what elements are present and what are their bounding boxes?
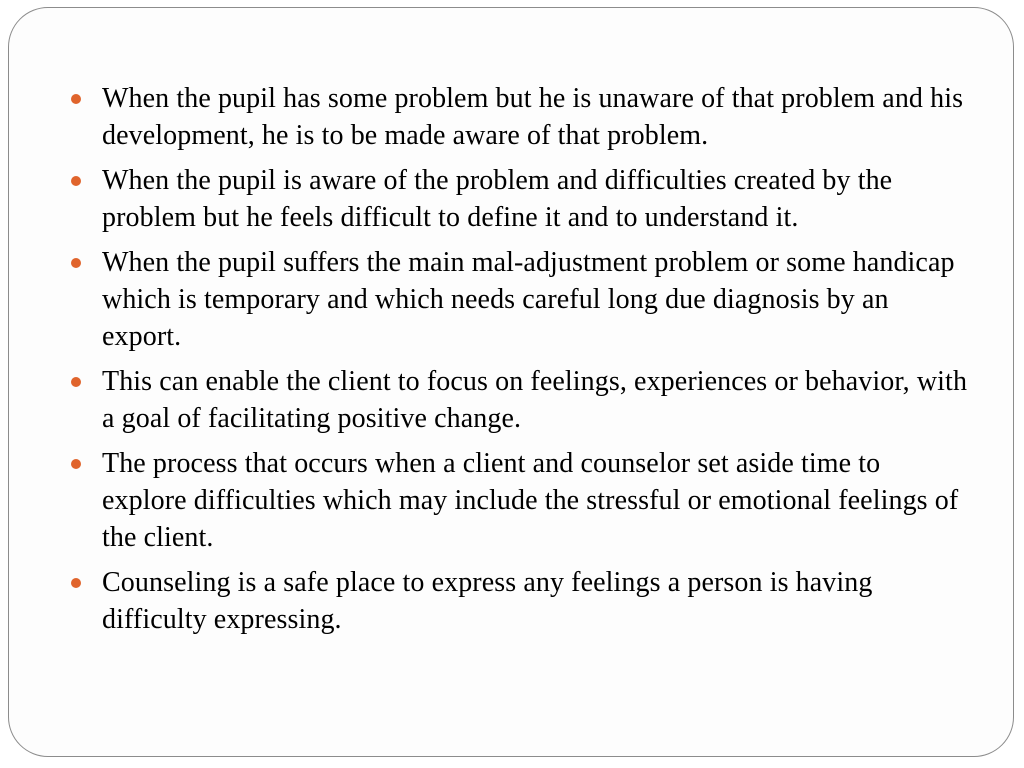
bullet-item bbox=[71, 80, 971, 154]
bullet-text: When the pupil suffers the main mal-adjustment problem or some handicap which is temporary and which needs careful long due diagnosis by an export. bbox=[102, 247, 955, 352]
bullet-dot-icon bbox=[71, 578, 81, 588]
slide-frame bbox=[8, 7, 1014, 757]
bullet-text: Counseling is a safe place to express any feelings a person is having difficulty expressing. bbox=[102, 567, 873, 635]
bullet-text: When the pupil is aware of the problem and difficulties created by the problem but he feels difficult to define it and to understand it. bbox=[102, 165, 893, 233]
bullet-dot-icon bbox=[71, 176, 81, 186]
bullet-list bbox=[71, 80, 971, 646]
bullet-dot-icon bbox=[71, 94, 81, 104]
bullet-dot-icon bbox=[71, 377, 81, 387]
bullet-item bbox=[71, 445, 971, 556]
bullet-text: The process that occurs when a client and counselor set aside time to explore difficulties which may include the stressful or emotional feelings of the client. bbox=[102, 448, 959, 553]
bullet-item bbox=[71, 244, 971, 355]
bullet-text: This can enable the client to focus on feelings, experiences or behavior, with a goal of facilitating positive change. bbox=[102, 366, 968, 434]
bullet-dot-icon bbox=[71, 459, 81, 469]
bullet-item bbox=[71, 564, 971, 638]
bullet-dot-icon bbox=[71, 258, 81, 268]
bullet-text: When the pupil has some problem but he is unaware of that problem and his development, he is to be made aware of that problem. bbox=[102, 83, 964, 151]
bullet-item bbox=[71, 363, 971, 437]
bullet-item bbox=[71, 162, 971, 236]
